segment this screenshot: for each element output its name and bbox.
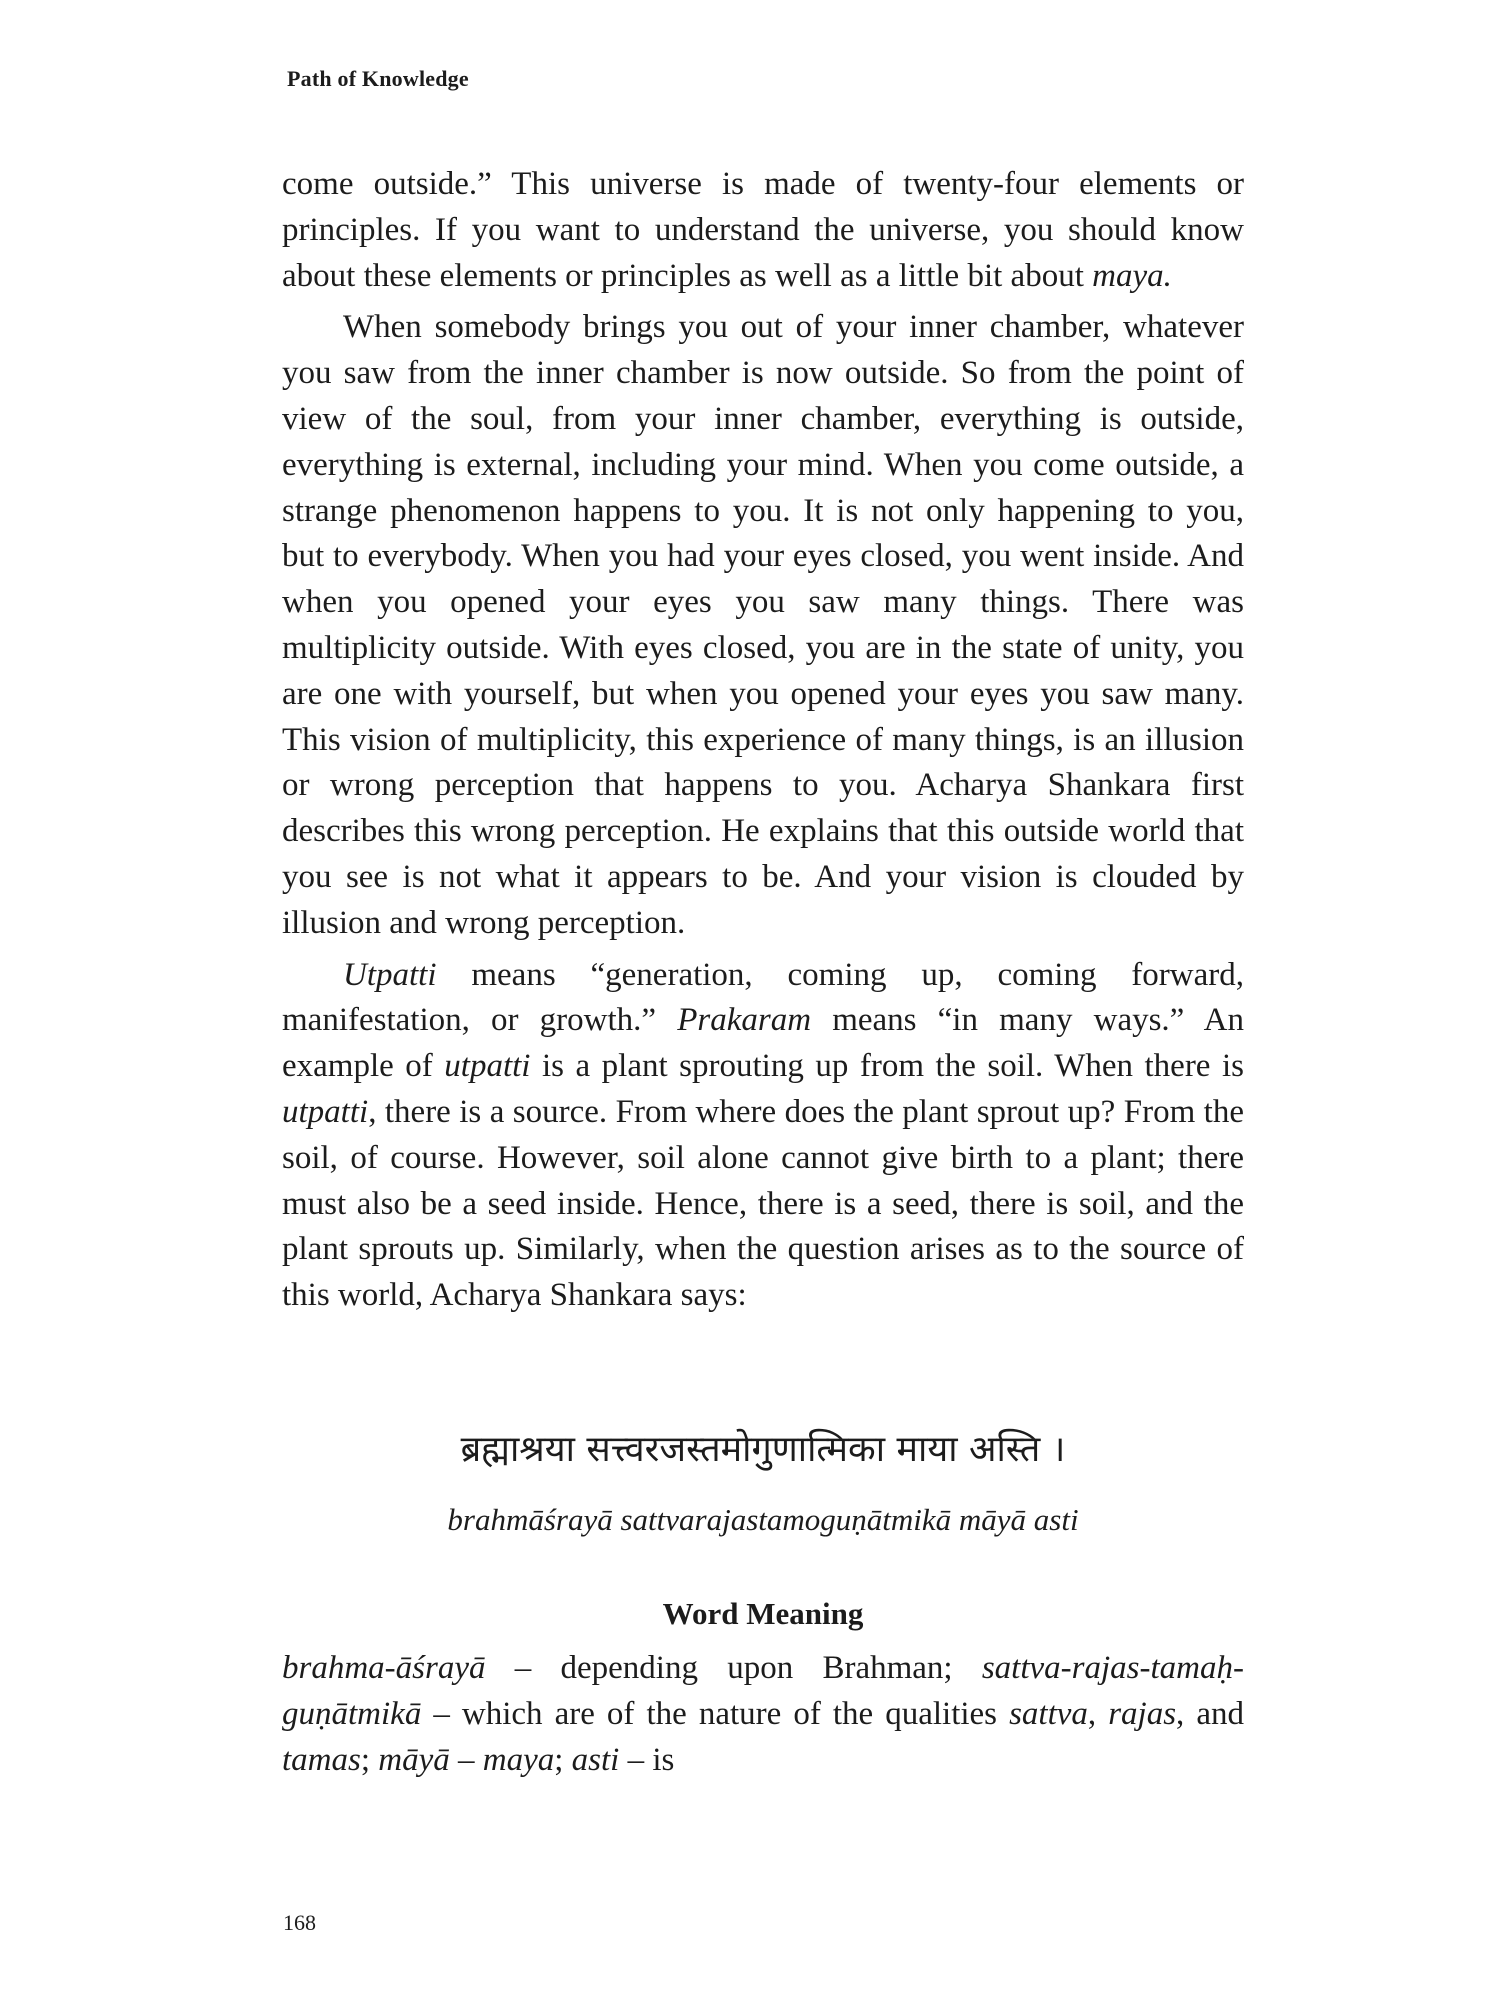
sanskrit-verse bbox=[282, 1425, 1244, 1543]
verse-transliteration: brahmāśrayā sattvarajastamoguṇātmikā māyā asti bbox=[447, 1502, 1079, 1537]
verse-devanagari: ब्रह्माश्रया सत्त्वरजस्तमोगुणात्मिका माया अस्ति । bbox=[460, 1429, 1066, 1470]
term-utpatti: utpatti bbox=[282, 1093, 369, 1130]
word-meaning-paragraph: brahma-āśrayā – depending upon Brahman; sattva-rajas-tamaḥ-guṇātmikā – which are of the nature of the qualities sattva, rajas, and tamas; māyā – maya; asti – is bbox=[282, 1650, 1244, 1778]
paragraph-3: Utpatti means “generation, coming up, coming forward, manifestation, or growth.” Prakaram means “in many ways.” An example of utpatti is a plant sprouting up from the soil. When there is utpatti, there is a source. From where does the plant sprout up? From the soil, of course. However, soil alone cannot give birth to a plant; there must also be a seed inside. Hence, there is a seed, there is soil, and the plant sprouts up. Similarly, when the question arises as to the source of this world, Acharya Shankara says: bbox=[282, 956, 1244, 1314]
running-head: Path of Knowledge bbox=[287, 66, 469, 91]
word-meaning-heading: Word Meaning bbox=[662, 1596, 864, 1631]
term-maya: maya. bbox=[1092, 257, 1172, 294]
paragraph-1 bbox=[282, 162, 1244, 299]
term-prakaram: Prakaram bbox=[677, 1002, 812, 1039]
term-utpatti: Utpatti bbox=[343, 956, 437, 993]
page-number: 168 bbox=[283, 1910, 316, 1935]
body-text bbox=[282, 162, 1244, 1325]
paragraph-2: When somebody brings you out of your inner chamber, whatever you saw from the inner chamber is now outside. So from the point of view of the soul, from your inner chamber, everything is outside, everything is external, including your mind. When you come outside, a strange phenomenon happens to you. It is not only happening to you, but to everybody. When you had your eyes closed, you went inside. And when you opened your eyes you saw many things. There was multiplicity outside. With eyes closed, you are in the state of unity, you are one with yourself, but when you opened your eyes you saw many. This vision of multiplicity, this experience of many things, is an illusion or wrong perception that happens to you. Acharya Shankara first describes this wrong perception. He explains that this outside world that you see is not what it appears to be. And your vision is clouded by illusion and wrong perception. bbox=[282, 309, 1244, 941]
word-meaning-text bbox=[282, 1646, 1244, 1783]
paragraph-1-text: come outside.” This universe is made of twenty-four elements or principles. If you want to understand the universe, you should know about these elements or principles as well as a little bit about bbox=[282, 166, 1244, 294]
term-utpatti: utpatti bbox=[444, 1048, 531, 1085]
